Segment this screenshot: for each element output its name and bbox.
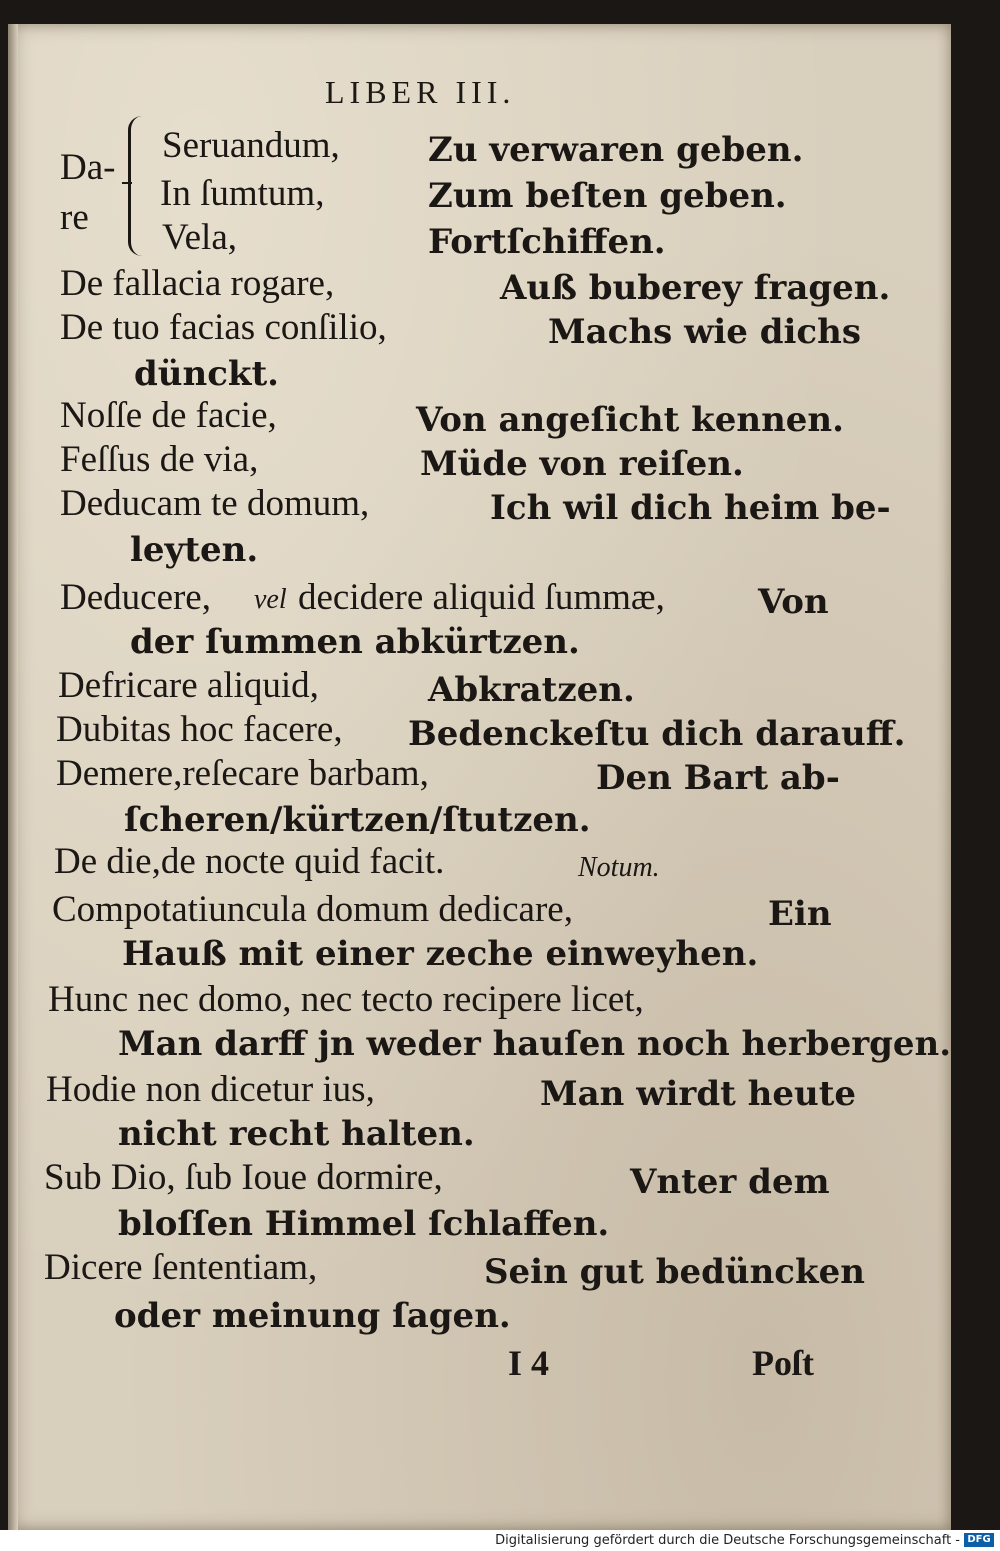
entry-german: Ich wil dich heim be- [490, 488, 891, 528]
funding-notice: Digitalisierung gefördert durch die Deutsche Forschungsgemeinschaft - [495, 1533, 960, 1548]
entry-note: Notum. [578, 852, 660, 883]
signature-mark: I 4 [508, 1343, 550, 1383]
dare-item-german: Fortſchiffen. [428, 222, 666, 262]
entry-latin: Compotatiuncula domum dedicare, [52, 889, 573, 930]
entry-german: Machs wie dichs [548, 312, 861, 352]
entry-german: Man wirdt heute [540, 1074, 857, 1114]
dare-item-german: Zum beſten geben. [428, 176, 787, 216]
page-gutter-shadow [8, 24, 18, 1530]
entry-german: Von angeſicht kennen. [416, 400, 844, 440]
entry-german-continued: bloſſen Himmel ſchlaffen. [118, 1204, 610, 1244]
dare-label-part1: Da- [60, 147, 116, 188]
entry-latin: De tuo facias conſilio, [60, 307, 387, 348]
entry-german: Abkratzen. [428, 670, 635, 710]
entry-german: Von [758, 582, 829, 622]
entry-german-continued: leyten. [130, 530, 259, 570]
entry-german-continued: oder meinung ſagen. [114, 1296, 511, 1336]
footer-bar [0, 1530, 1000, 1551]
entry-german-continued: dünckt. [134, 354, 280, 394]
dare-item-latin: In ſumtum, [160, 173, 325, 214]
curly-brace-tip [122, 182, 132, 184]
entry-latin: Deducam te domum, [60, 483, 370, 524]
entry-latin: Sub Dio, ſub Ioue dormire, [44, 1157, 443, 1198]
dare-label-part2: re [60, 197, 89, 238]
entry-german: Ein [768, 894, 832, 934]
entry-german-continued: Man darff jn weder hauſen noch herbergen. [118, 1024, 952, 1064]
entry-german-continued: der ſummen abkürtzen. [130, 622, 580, 662]
curly-brace [128, 116, 149, 256]
entry-german: Vnter dem [630, 1162, 830, 1202]
running-header: LIBER III. [325, 74, 516, 110]
entry-german: Sein gut bedüncken [484, 1252, 865, 1292]
entry-latin: De fallacia rogare, [60, 263, 335, 304]
dare-item-latin: Seruandum, [162, 125, 340, 166]
entry-german: Bedenckeſtu dich darauff. [408, 714, 906, 754]
dare-item-german: Zu verwaren geben. [428, 130, 804, 170]
entry-german: Auß buberey fragen. [500, 268, 891, 308]
entry-german-continued: ſcheren/kürtzen/ſtutzen. [124, 800, 591, 840]
dare-item-latin: Vela, [162, 217, 237, 258]
entry-latin: Noſſe de facie, [60, 395, 277, 436]
entry-german-continued: Hauß mit einer zeche einweyhen. [122, 934, 759, 974]
catchword: Poſt [752, 1343, 814, 1383]
entry-german: Den Bart ab- [596, 758, 840, 798]
dfg-logo: DFG [964, 1533, 994, 1547]
entry-latin-italic: vel [254, 584, 287, 615]
entry-latin: Hodie non dicetur ius, [46, 1069, 375, 1110]
entry-latin: Dicere ſententiam, [44, 1247, 318, 1288]
entry-latin: Dubitas hoc facere, [56, 709, 343, 750]
entry-german: Müde von reiſen. [420, 444, 744, 484]
entry-latin: De die,de nocte quid facit. [54, 841, 445, 882]
entry-latin: Demere,reſecare barbam, [56, 753, 429, 794]
entry-latin: Hunc nec domo, nec tecto recipere licet, [48, 979, 644, 1020]
entry-latin: Defricare aliquid, [58, 665, 319, 706]
entry-german-continued: nicht recht halten. [118, 1114, 475, 1154]
entry-latin: Deducere, [60, 577, 211, 618]
entry-latin: Feſſus de via, [60, 439, 259, 480]
entry-latin: decidere aliquid ſummæ, [298, 577, 665, 618]
